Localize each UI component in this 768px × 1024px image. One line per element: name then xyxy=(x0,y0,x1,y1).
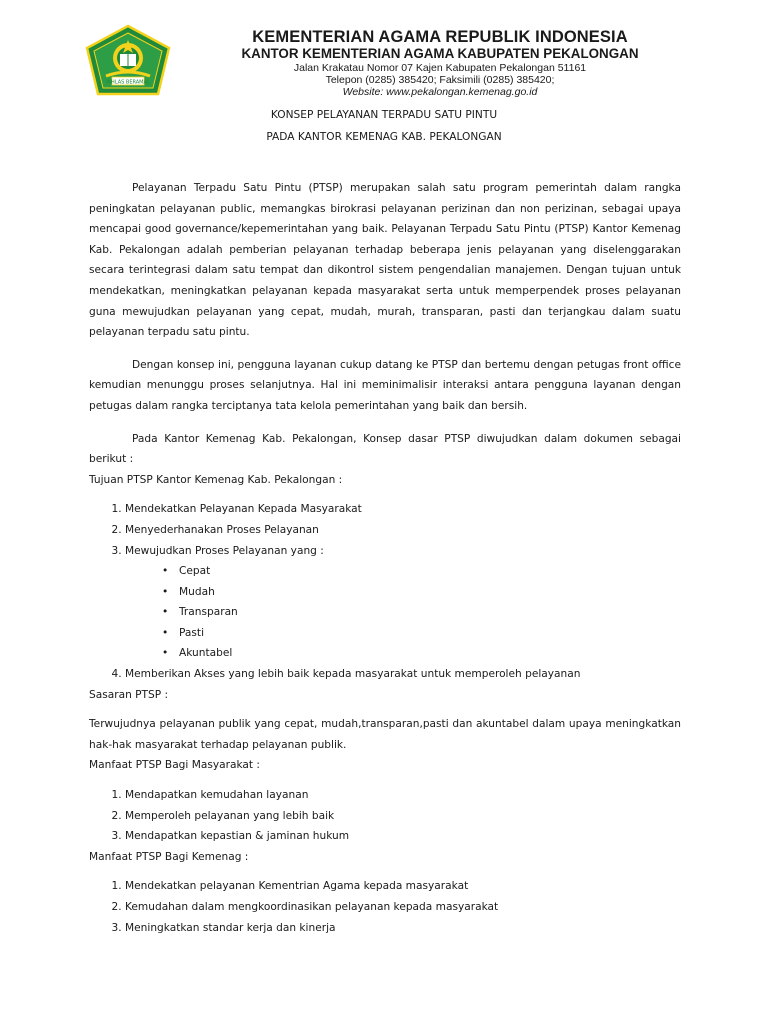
letterhead xyxy=(170,28,710,98)
document-subtitle: PADA KANTOR KEMENAG KAB. PEKALONGAN xyxy=(266,131,502,143)
office-address: Jalan Krakatau Nomor 07 Kajen Kabupaten Pekalongan 51161 xyxy=(293,62,587,74)
logo-motto: IKHLAS BERAMAL xyxy=(106,79,150,86)
tujuan-list xyxy=(89,499,681,684)
manfaat-masyarakat-heading: Manfaat PTSP Bagi Masyarakat : xyxy=(89,759,261,772)
list-item: 2. Menyederhanakan Proses Pelayanan xyxy=(125,520,681,541)
sasaran-heading: Sasaran PTSP : xyxy=(89,688,169,701)
sublist-item: • Mudah xyxy=(179,582,681,603)
office-name: KANTOR KEMENTERIAN AGAMA KABUPATEN PEKALONGAN xyxy=(241,46,639,61)
sublist-item: • Pasti xyxy=(179,623,681,644)
sasaran-text: Terwujudnya pelayanan publik yang cepat, mudah,transparan,pasti dan akuntabel dalam upaya meningkatkan hak-hak masyarakat terhadap pelayanan publik. xyxy=(89,718,681,751)
kemenag-logo xyxy=(82,24,174,98)
list-item: 2. Memperoleh pelayanan yang lebih baik xyxy=(125,806,681,827)
list-item: 2. Kemudahan dalam mengkoordinasikan pelayanan kepada masyarakat xyxy=(125,897,681,918)
ministry-name: KEMENTERIAN AGAMA REPUBLIK INDONESIA xyxy=(252,28,628,46)
office-website: Website: www.pekalongan.kemenag.go.id xyxy=(342,86,538,98)
paragraph-basis: Pada Kantor Kemenag Kab. Pekalongan, Konsep dasar PTSP diwujudkan dalam dokumen sebagai berikut : xyxy=(89,432,681,466)
tujuan-sublist xyxy=(125,561,681,664)
paragraph-concept: Dengan konsep ini, pengguna layanan cukup datang ke PTSP dan bertemu dengan petugas front office kemudian menunggu proses selanjutnya. Hal ini meminimalisir interaksi antara pengguna layanan dengan petugas dalam rangka terciptanya tata kelola pemerintahan yang baik dan bersih. xyxy=(89,358,681,412)
sublist-item: • Akuntabel xyxy=(179,643,681,664)
list-item: 1. Mendekatkan pelayanan Kementrian Agama kepada masyarakat xyxy=(125,876,681,897)
document-body xyxy=(89,178,681,938)
sublist-item: • Cepat xyxy=(179,561,681,582)
list-item-label: Mewujudkan Proses Pelayanan yang : xyxy=(125,544,324,557)
list-item: 1. Mendapatkan kemudahan layanan xyxy=(125,785,681,806)
office-phone: Telepon (0285) 385420; Faksimili (0285) 385420; xyxy=(325,74,555,86)
manfaat-kemenag-heading: Manfaat PTSP Bagi Kemenag : xyxy=(89,850,249,863)
list-item: 3. Meningkatkan standar kerja dan kinerja xyxy=(125,918,681,939)
list-item: 1. Mendekatkan Pelayanan Kepada Masyarakat xyxy=(125,499,681,520)
paragraph-intro: Pelayanan Terpadu Satu Pintu (PTSP) merupakan salah satu program pemerintah dalam rangka peningkatan pelayanan public, memangkas birokrasi pelayanan perizinan dan non perizinan, sebagai upaya mencapai good governance/kepemerintahan yang baik. Pelayanan Terpadu Satu Pintu (PTSP) Kantor Kemenag Kab. Pekalongan adalah pemberian pelayanan terhadap beberapa jenis pelayanan yang diselenggarakan secara terintegrasi dalam satu tempat dan dikontrol sistem pengendalian manajemen. Dengan tujuan untuk mendekatkan, meningkatkan pelayanan kepada masyarakat serta untuk memperpendek proses pelayanan guna mewujudkan pelayanan yang cepat, mudah, murah, transparan, pasti dan terjangkau dalam suatu pelayanan terpadu satu pintu. xyxy=(89,182,681,339)
manfaat-kemenag-list xyxy=(89,876,681,938)
document-title: KONSEP PELAYANAN TERPADU SATU PINTU xyxy=(270,109,498,121)
list-item xyxy=(125,541,681,665)
manfaat-masyarakat-list xyxy=(89,785,681,847)
list-item: 4. Memberikan Akses yang lebih baik kepada masyarakat untuk memperoleh pelayanan xyxy=(125,664,681,685)
list-item: 3. Mendapatkan kepastian & jaminan hukum xyxy=(125,826,681,847)
sublist-item: • Transparan xyxy=(179,602,681,623)
tujuan-heading: Tujuan PTSP Kantor Kemenag Kab. Pekalongan : xyxy=(89,473,343,486)
